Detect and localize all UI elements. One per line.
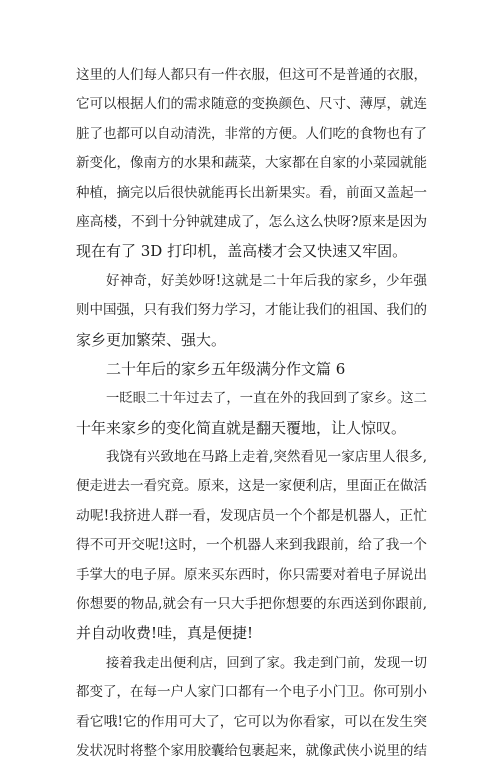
text-line: 家乡更加繁荣、强大。 xyxy=(76,330,227,349)
text-line: 你想要的物品,就会有一只大手把你想要的东西送到你跟前, xyxy=(76,596,427,613)
document-body xyxy=(76,61,427,766)
text-line: 十年来家乡的变化简直就是翻天覆地，让人惊叹。 xyxy=(76,418,407,437)
text-line: 种植，摘完以后很快就能再长出新果实。看，前面又盖起一 xyxy=(76,184,427,201)
section-heading: 二十年后的家乡五年级满分作文篇 6 xyxy=(106,359,346,378)
text-line: 脏了也都可以自动清洗，非常的方便。人们吃的食物也有了 xyxy=(76,125,427,142)
text-line: 新变化，像南方的水果和蔬菜，大家都在自家的小菜园就能 xyxy=(76,155,427,172)
text-line: 发状况时将整个家用胶囊给包裹起来，就像武侠小说里的结 xyxy=(76,742,427,759)
text-line: 我饶有兴致地在马路上走着,突然看见一家店里人很多, xyxy=(106,449,427,466)
text-line: 看它哦!它的作用可大了，它可以为你看家，可以在发生突 xyxy=(76,713,427,730)
text-line: 都变了，在每一户人家门口都有一个电子小门卫。你可别小 xyxy=(76,684,427,701)
text-line: 得不可开交呢!这时，一个机器人来到我跟前，给了我一个 xyxy=(76,537,427,554)
text-line: 便走进去一看究竟。原来，这是一家便利店，里面正在做活 xyxy=(76,478,427,495)
text-line: 现在有了 3D 打印机，盖高楼才会又快速又牢固。 xyxy=(76,242,408,261)
text-line: 这里的人们每人都只有一件衣服，但这可不是普通的衣服， xyxy=(76,67,427,83)
text-line: 座高楼，不到十分钟就建成了，怎么这么快呀?原来是因为 xyxy=(76,213,428,230)
text-line: 好神奇，好美妙呀!这就是二十年后我的家乡，少年强 xyxy=(106,272,427,289)
text-line: 并自动收费!哇，真是便捷! xyxy=(76,624,254,643)
text-line: 一眨眼二十年过去了，一直在外的我回到了家乡。这二 xyxy=(106,391,427,407)
text-line: 接着我走出便利店，回到了家。我走到门前，发现一切 xyxy=(106,655,427,671)
text-line: 它可以根据人们的需求随意的变换颜色、尺寸、薄厚，就连 xyxy=(76,96,427,113)
text-line: 动呢!我挤进人群一看，发现店员一个个都是机器人，正忙 xyxy=(76,507,427,524)
text-line: 手掌大的电子屏。原来买东西时，你只需要对着电子屏说出 xyxy=(76,566,427,583)
text-line: 则中国强，只有我们努力学习，才能让我们的祖国、我们的 xyxy=(76,302,427,319)
